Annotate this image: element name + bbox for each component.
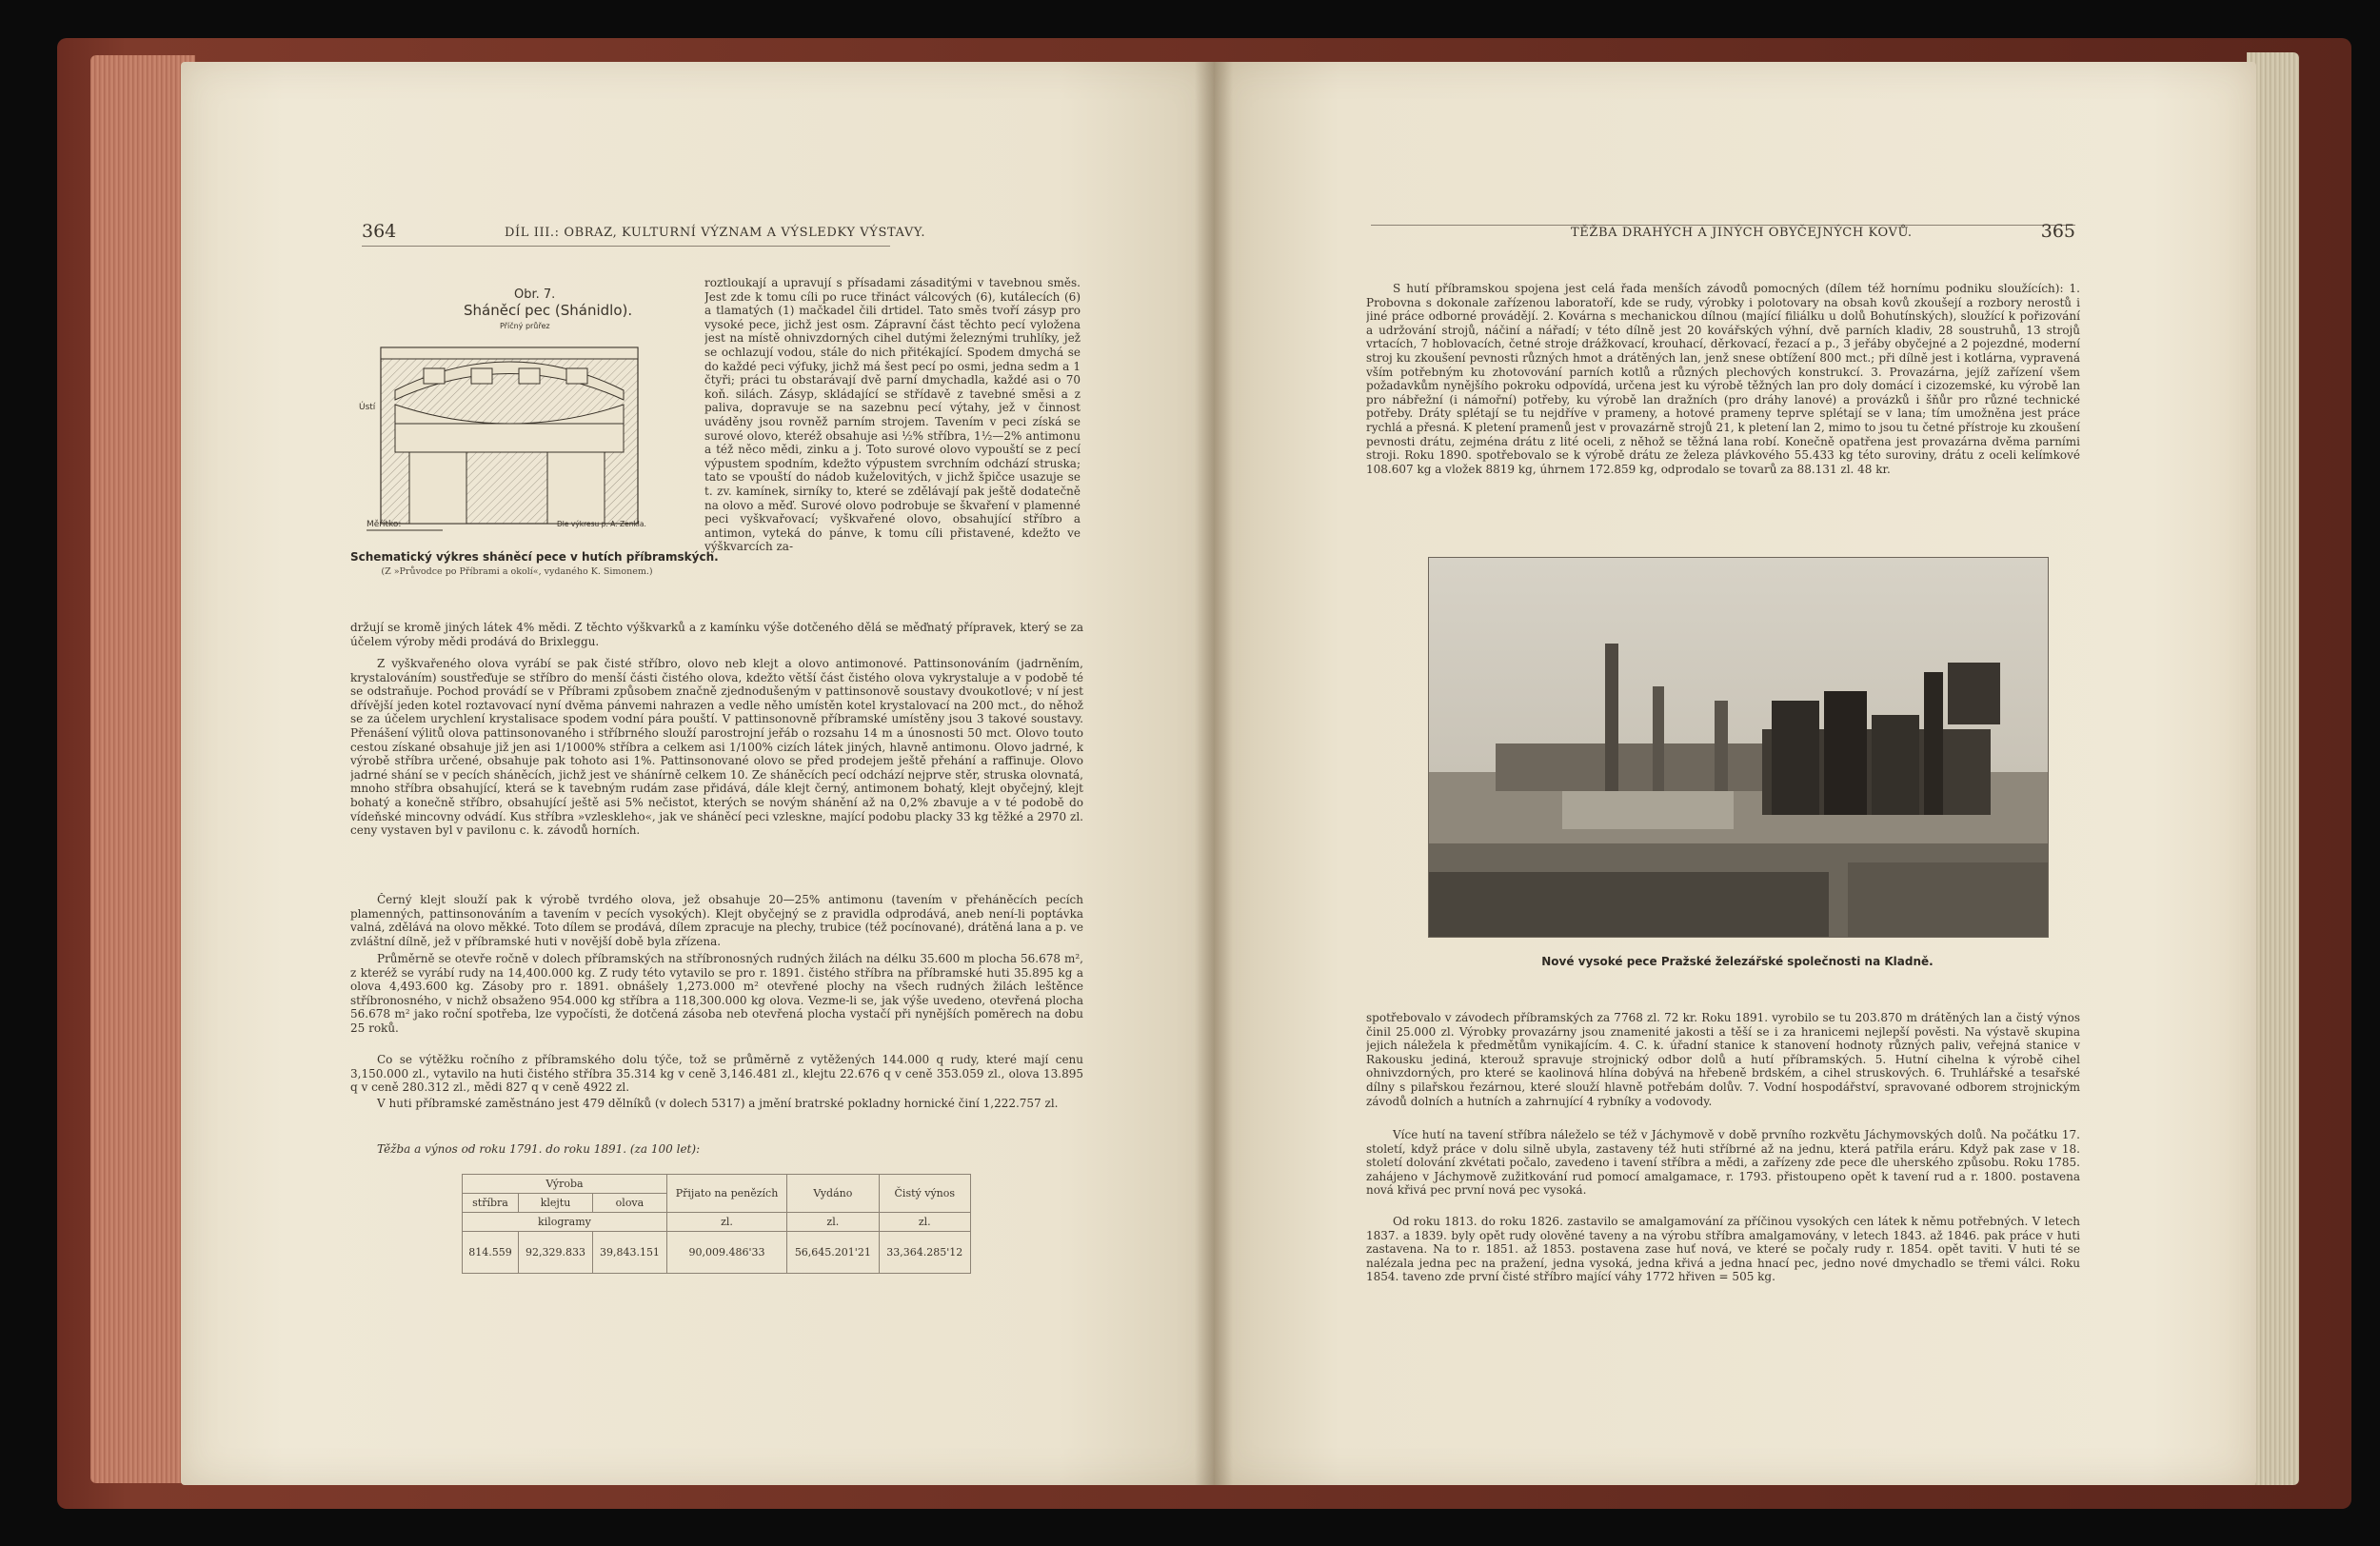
table-col-spent: Vydáno — [787, 1175, 879, 1213]
table-col-silver: stříbra — [463, 1194, 519, 1213]
right-page-number: 365 — [2040, 221, 2075, 242]
left-column-text: roztloukají a upravují s přísadami zásaditými v tavebnou směs. Jest zde k tomu cíli po ruce třináct válcových (6), kutálecích (6) a tlamatých (1) mačkadel čili drtidel. Tato směs tvoří zásyp pro vysoké pece, jichž jest osm. Zápravní část těchto pecí vyložena jest na místě ohnivzdorných cihel dutými železnými truhlíky, jež se ochlazují vodou, stále do nich přitékající. Spodem dmychá se do každé peci výfuky, jichž má šest pecí po osmi, jedna sedm a 1 čtyři; práci tu obstarávají dvě parní dmychadla, každé asi o 70 koň. silách. Zásyp, skládající se střídavě z tavebné směsi a z paliva, dopravuje se na sazebnu pecí výtahy, jež v činnost uváděny jsou rovněž parním strojem. Tavením v peci získá se surové olovo, kteréž obsahuje asi ½% stříbra, 1½—2% antimonu a též něco mědi, zinku a j. Toto surové olovo vypouští se z pecí výpustem spodním, kdežto výpustem svrchním odchází struska; tato se vpouští do nádob kuželovitých, v jichž špičce usazuje se t. zv. kamínek, sirníky to, které se zdělávají pak ještě dodatečně na olovo a měď. Surové olovo podrobuje se škvaření v plamenné peci vyškvařovací; vyškvařené olovo, obsahující stříbro a antimon, vyteká do pánve, k tomu cíli přistavené, kdežto ve výškvarcích za- — [704, 276, 1081, 554]
table-value: 90,009.486'33 — [666, 1232, 786, 1274]
left-running-title: DÍL III.: OBRAZ, KULTURNÍ VÝZNAM A VÝSLEDKY VÝSTAVY. — [505, 226, 926, 240]
figure-caption: Schematický výkres sháněcí pece v hutích příbramských. — [350, 550, 719, 564]
table-value: 92,329.833 — [519, 1232, 593, 1274]
left-paragraph-7: Těžba a výnos od roku 1791. do roku 1891. (za 100 let): — [377, 1142, 701, 1156]
table-value: 56,645.201'21 — [787, 1232, 879, 1274]
left-paragraph-1: držují se kromě jiných látek 4% mědi. Z těchto výškvarků a z kamínku výše dotčeného dělá se měďnatý přípravek, který se za účelem výroby mědi prodává do Brixleggu. — [350, 621, 1083, 648]
left-paragraph-2: Z vyškvařeného olova vyrábí se pak čisté stříbro, olovo neb klejt a olovo antimonové. Pattinsonováním (jadrněním, krystalováním) soustřeďuje se stříbro do menší části čistého olova, kdežto větší část čistého olova vykrystaluje a v podobě té se odstraňuje. Pochod provádí se v Příbrami způsobem značně zjednodušeným v pattinsonově soustavy dvoukotlové; v ní jest dřívější jeden kotel roztavovací nyní dvěma pánvemi nahrazen a vedle něho umístěn kotel krystalovací na 200 mct., do něhož se za účelem urychlení krystalisace spodem vodní pára pouští. V pattinsonovně příbramské umístěny jsou 3 takové soustavy. Přenášení výlitů olova pattinsonovaného i stříbrného slouží parostrojní jeřáb o rozsahu 14 m a únosnosti 50 mct. Olovo touto cestou získané obsahuje již jen asi 1/1000% stříbra a celkem asi 1/100% cizích látek jiných, hlavně antimonu. Olovo jadrné, k výrobě stříbra určené, obsahuje pak tohoto asi 1%. Pattinsonované olovo se před prodejem ještě přehání a raffinuje. Olovo jadrné shání se v pecích sháněcích, jichž jest ve shánírně celkem 10. Ze sháněcích pecí odchází nejprve stěr, struska olovnatá, mnoho stříbra obsahující, která se k tavebným rudám zase přidává, dále klejt černý, antimonem bohatý, klejt obyčejný, klejt bohatý a konečně stříbro, obsahující ještě asi 5% nečistot, kterých se novým shánění až na 0,2% zbavuje a v té podobě do vídeňské mincovny odvádí. Kus stříbra »vzleskleho«, jak ve sháněcí peci vzleskne, mající podobu placky 33 kg těžké a 2970 zl. ceny vystaven byl v pavilonu c. k. závodů horních. — [350, 657, 1083, 838]
table-unit-zl: zl. — [666, 1213, 786, 1232]
left-running-head — [362, 221, 926, 247]
right-paragraph-3: Více hutí na tavení stříbra náleželo se též v Jáchymově v době prvního rozkvětu Jáchymovských dolů. Na počátku 17. století, když práce v dolu silně ubyla, zastaveny též huti stříbrné až na jednu, která patřila eráru. Když pak zase v 18. století dolování zkvétati počalo, zavedeno i tavení stříbra a mědi, a zařízeny zde pece dle uherského způsobu. Roku 1785. zahájeno v Jáchymově zužitkování rud pomocí amalgamace, r. 1793. přistoupeno opět k tavení rud a r. 1800. postavena nová křivá pec první nová pec vysoká. — [1366, 1128, 2080, 1198]
table-unit-zl: zl. — [879, 1213, 970, 1232]
right-running-title: TĚŽBA DRAHÝCH A JINÝCH OBYČEJNÝCH KOVŮ. — [1571, 226, 1913, 240]
figure-label-door: Ústí — [359, 403, 376, 412]
table-unit-zl: zl. — [787, 1213, 879, 1232]
figure-hand-title-2: Sháněcí pec (Shánidlo). — [464, 302, 633, 319]
blast-furnace-photo-image — [1429, 558, 2048, 937]
table-unit-kg: kilogramy — [463, 1213, 667, 1232]
table-col-lead: olova — [592, 1194, 666, 1213]
right-paragraph-4: Od roku 1813. do roku 1826. zastavilo se amalgamování za příčinou vysokých cen látek k němu potřebných. V letech 1837. a 1839. byly opět rudy olověné taveny a na výrobu stříbra amalgamovány, v letech 1843. až 1846. pak práce v huti zastavena. Na to r. 1851. až 1853. postavena zase huť nová, ve které se počaly rudy r. 1854. opět taviti. V huti té se nalézala jedna pec na pražení, jedna vysoká, jedna křivá a jedna hnací pec, jedno nové dmychadlo se třemi válci. Roku 1854. taveno zde první čisté stříbro mající váhy 1772 hřiven = 505 kg. — [1366, 1215, 2080, 1284]
left-paragraph-5: Co se výtěžku ročního z příbramského dolu týče, tož se průměrně z vytěžených 144.000 q rudy, které mají cenu 3,150.000 zl., vytavilo na huti čistého stříbra 35.314 kg v ceně 3,146.481 zl., klejtu 22.676 q v ceně 353.059 zl., olova 13.895 q v ceně 280.312 zl., mědi 827 q v ceně 4922 zl. — [350, 1053, 1083, 1095]
blast-furnace-photo — [1428, 557, 2049, 938]
table-value: 814.559 — [463, 1232, 519, 1274]
table-col-net: Čistý výnos — [879, 1175, 970, 1213]
figure-label-scale: Měřítko: — [367, 520, 402, 529]
table-group-header: Výroba — [463, 1175, 667, 1194]
furnace-diagram — [357, 281, 681, 547]
book-gutter — [1195, 62, 1233, 1485]
figure-hand-title-1: Obr. 7. — [514, 287, 556, 302]
table-value: 39,843.151 — [592, 1232, 666, 1274]
left-page-number: 364 — [362, 221, 397, 242]
left-paragraph-3: Černý klejt slouží pak k výrobě tvrdého olova, jež obsahuje 20—25% antimonu (tavením v přeháněcích pecích plamenných, pattinsonováním a tavením v pecích vysokých). Klejt obyčejný se z pravidla odprodává, aneb není-li poptávka valná, zdělává na olovo měkké. Toto dílem se prodává, dílem zpracuje na plechy, trubice (též pocínované), drátěná lana a p. ve zvláštní dílně, jež v příbramské huti v novější době byla zřízena. — [350, 893, 1083, 948]
right-paragraph-2: spotřebovalo v závodech příbramských za 7768 zl. 72 kr. Roku 1891. vyrobilo se tu 203.870 m drátěných lan a čistý výnos činil 25.000 zl. Výrobky provazárny jsou znamenité jakosti a těší se i za hranicemi nejlepší pověsti. Na výstavě skupina jejich náležela k předmětům vynikajícím. 4. C. k. úřadní stanice k stanovení hodnoty různých paliv, veřejná stanice v Rakousku jediná, kterouž spravuje strojnický odbor dolů a hutí příbramských. 5. Hutní cihelna k výrobě cihel ohnivzdorných, pro které se kaolinová hlína dobývá na hřebeně brdském, a cihel struskových. 6. Truhlářské a tesařské dílny s pilařskou řezárnou, které slouží hlavně potřebám dolův. 7. Vodní hospodářství, spravované odborem strojnickým závodů dolních a hutních a zahrnující 4 rybníky a vodovody. — [1366, 1011, 2080, 1108]
table-value: 33,364.285'12 — [879, 1232, 970, 1274]
page-edges-left — [90, 55, 195, 1483]
production-table — [462, 1174, 971, 1274]
left-paragraph-6: V huti příbramské zaměstnáno jest 479 dělníků (v dolech 5317) a jmění bratrské pokladny hornické činí 1,222.757 zl. — [377, 1097, 1059, 1110]
table-col-received: Přijato na penězích — [666, 1175, 786, 1213]
photo-caption: Nové vysoké pece Pražské železářské společnosti na Kladně. — [1541, 955, 1934, 968]
figure-label-author: Dle výkresu p. A. Zenkla. — [557, 520, 646, 528]
right-running-head — [1371, 221, 2075, 242]
figure-caption-note: (Z »Průvodce po Příbrami a okolí«, vydaného K. Simonem.) — [381, 566, 653, 577]
left-paragraph-4: Průměrně se otevře ročně v dolech příbramských na stříbronosných rudných žilách na délku 35.600 m plocha 56.678 m², z kteréž se vyrábí rudy na 14,400.000 kg. Z rudy této vytavilo se pro r. 1891. čistého stříbra na příbramské huti 35.895 kg a olova 4,493.600 kg. Zásoby pro r. 1891. obnášely 1,273.000 m² otevřené plochy na všech rudných žilách leštěnce stříbronosného, v nichž obsaženo 954.000 kg stříbra a 118,300.000 kg olova. Vezme-li se, jak výše uvedeno, otevřená plocha 56.678 m² jako roční spotřeba, lze vypočísti, že dotčená zásoba neb otevřená plocha vystačí při nynějších poměrech na dobu 25 roků. — [350, 952, 1083, 1035]
table-col-klejt: klejtu — [519, 1194, 593, 1213]
figure-label-top: Příčný průřez — [500, 322, 550, 330]
right-paragraph-1: S hutí příbramskou spojena jest celá řada menších závodů pomocných (dílem též hornímu podniku sloužících): 1. Probovna s dokonale zařízenou laboratoří, kde se rudy, výrobky i polotovary na obsah kovů zkoušejí a rozbory nerostů i jiné práce odborné provádějí. 2. Kovárna s mechanickou dílnou (mající filiálku u dolů Bohutínských), sloužící k pořizování a udržování strojů, náčiní a nářadí; v této dílně jest 20 kovářských výhní, dvě parních kladiv, 28 soustruhů, 13 strojů vrtacích, 7 hoblovacích, četné stroje drážkovací, krouhací, děrkovací, řezací a p., 3 jeřáby obyčejné a 2 pojezdné, moderní stroj ku zkoušení pevnosti různých hmot a drátěných lan, jenž snese obtížení 800 mct.; při dílně jest i kotlárna, vypravená vším potřebným ku zhotovování parních kotlů a různých plechových konstrukcí. 3. Provazárna, jejíž zařízení všem požadavkům nynějšího pokroku odpovídá, určena jest ku výrobě těžných lan pro doly domácí i cizozemské, ku výrobě lan pro nábřežní (i námořní) potřeby, ku výrobě lan dražních (pro dráhy lanové) a provázků i šňůr pro různé technické potřeby. Dráty splétají se tu nejdříve v prameny, a hotové prameny teprve splétají se v lana; tím umožněna jest práce rychlá a přesná. K pletení pramenů jest v provazárně strojů 21, k pletení lan 2, mimo to jsou tu četné přístroje ku zkoušení pevnosti drátu, zejména drátu z lité oceli, z něhož se těžná lana robí. Konečně opatřena jest provazárna dvěma parními stroji. Roku 1890. spotřebovalo se k výrobě drátu ze železa plávkového 55.433 kg této suroviny, drátu z oceli kelímkové 108.607 kg a vložek 8819 kg, úhrnem 172.859 kg, odprodalo se tovarů za 88.131 zl. 48 kr. — [1366, 282, 2080, 476]
